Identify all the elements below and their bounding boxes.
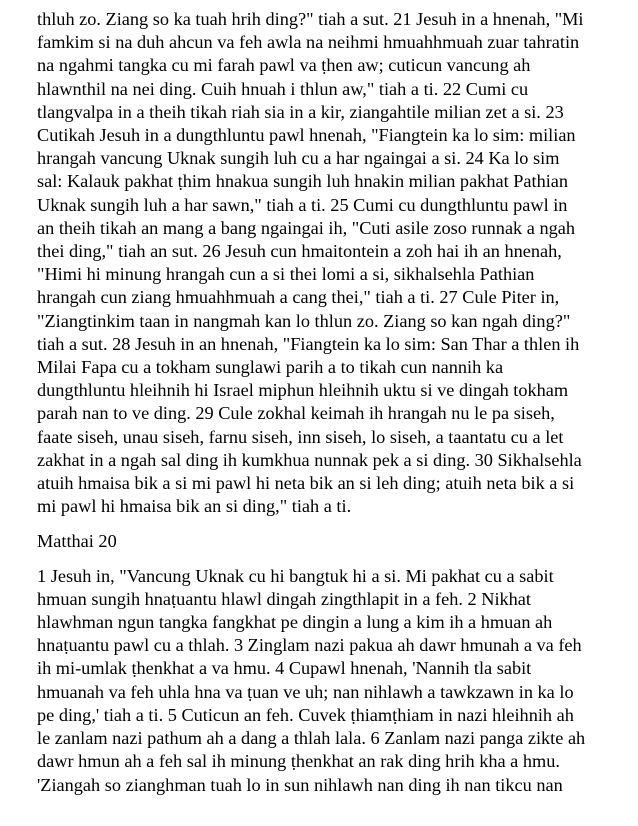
text-line: parah nan to ve ding. 29 Cule zokhal keimah ih hrangah nu le pa siseh, xyxy=(37,403,555,424)
text-line: famkim si na duh ahcun va feh awla na neihmi hmuahhmuah zuar tahratin xyxy=(37,32,580,53)
text-line: le zanlam nazi pathum ah a dang a thlah lala. 6 Zanlam nazi panga zikte ah xyxy=(37,728,586,749)
text-line: thluh zo. Ziang so ka tuah hrih ding?" tiah a sut. 21 Jesuh in a hnenah, "Mi xyxy=(37,9,584,29)
text-line: dungthluntu hleihnih hi Israel miphun hleihnih uktu si ve dingah tokham xyxy=(37,380,569,401)
text-line: hlawhman ngun tangka fangkhat pe dingin a lung a kim ih a hmuan ah xyxy=(37,612,553,633)
chapter-heading: Matthai 20 xyxy=(37,531,117,552)
paragraph-matthew-19-end xyxy=(37,8,617,518)
text-line: 'Ziangah so zianghman tuah lo in sun nihlawh nan ding ih nan tikcu nan xyxy=(37,774,563,795)
text-line: sal: Kalauk pakhat ṭhim hnakua sungih luh hnakin milian pakhat Pathian xyxy=(37,171,569,192)
text-line: "Himi hi minung hrangah cun a si thei lomi a si, sikhalsehla Pathian xyxy=(37,264,535,285)
document-page xyxy=(37,8,617,797)
paragraph-matthew-20-start xyxy=(37,565,617,797)
text-line: hmuan sungih hnaṭuantu hlawl dingah zingthlapit in a feh. 2 Nikhat xyxy=(37,588,532,609)
text-line: hrangah vancung Uknak sungih luh cu a har ngaingai a si. 24 Ka lo sim xyxy=(37,148,560,169)
text-line: atuih hmaisa bik a si mi pawl hi neta bik an si leh ding; atuih neta bik a si xyxy=(37,473,575,494)
text-line: faate siseh, unau siseh, farnu siseh, inn siseh, lo siseh, a taantatu cu a let xyxy=(37,426,564,447)
text-line: hrangah cun ziang hmuahhmuah a cang thei," tiah a ti. 27 Cule Piter in, xyxy=(37,287,560,308)
text-line: "Ziangtinkim taan in nangmah kan lo thlun zo. Ziang so kan ngah ding?" xyxy=(37,310,571,331)
text-line: na ngahmi tangka cu mi farah pawl va ṭhen aw; cuticun vancung ah xyxy=(37,55,531,76)
text-line: mi pawl hi hmaisa bik an si ding," tiah a ti. xyxy=(37,496,352,517)
text-line: Uknak sungih luh a har sawn," tiah a ti. 25 Cumi cu dungthluntu pawl in xyxy=(37,194,568,215)
text-line: 1 Jesuh in, "Vancung Uknak cu hi bangtuk hi a si. Mi pakhat cu a sabit xyxy=(37,565,554,586)
text-line: ih mi-umlak ṭhenkhat a va hmu. 4 Cupawl hnenah, 'Nannih tla sabit xyxy=(37,658,532,679)
text-line: Milai Fapa cu a tokham sunglawi parih a to tikah cun nannih ka xyxy=(37,357,504,378)
text-line: tlangvalpa in a theih tikah riah sia in a kir, ziangahtile milian zet a si. 23 xyxy=(37,101,564,122)
text-line: hmuanah va feh uhla hna va ṭuan ve uh; nan nihlawh a tawkzawn in ka lo xyxy=(37,681,574,702)
text-line: Cutikah Jesuh in a dungthluntu pawl hnenah, "Fiangtein ka lo sim: milian xyxy=(37,125,576,146)
text-line: hnaṭuantu pawl cu a thlah. 3 Zinglam nazi pakua ah dawr hmunah a va feh xyxy=(37,635,582,656)
text-line: an theih tikah an mang a bang ngaingai ih, "Cuti asile zoso runnak a ngah xyxy=(37,217,575,238)
text-line: tiah a sut. 28 Jesuh in an hnenah, "Fiangtein ka lo sim: San Thar a thlen ih xyxy=(37,333,580,354)
text-line: hlawnthil na nei ding. Cuih hnuah i thlun aw," tiah a ti. 22 Cumi cu xyxy=(37,78,529,99)
text-line: dawr hmun ah a feh sal ih minung ṭhenkhat an rak ding hrih kha a hmu. xyxy=(37,751,560,772)
text-line: thei ding," tiah an sut. 26 Jesuh cun hmaitontein a zoh hai ih an hnenah, xyxy=(37,241,562,262)
text-line: zakhat in a ngah sal ding ih kumkhua nunnak pek a si ding. 30 Sikhalsehla xyxy=(37,449,582,470)
text-line: pe ding,' tiah a ti. 5 Cuticun an feh. Cuvek ṭhiamṭhiam in nazi hleihnih ah xyxy=(37,704,574,725)
